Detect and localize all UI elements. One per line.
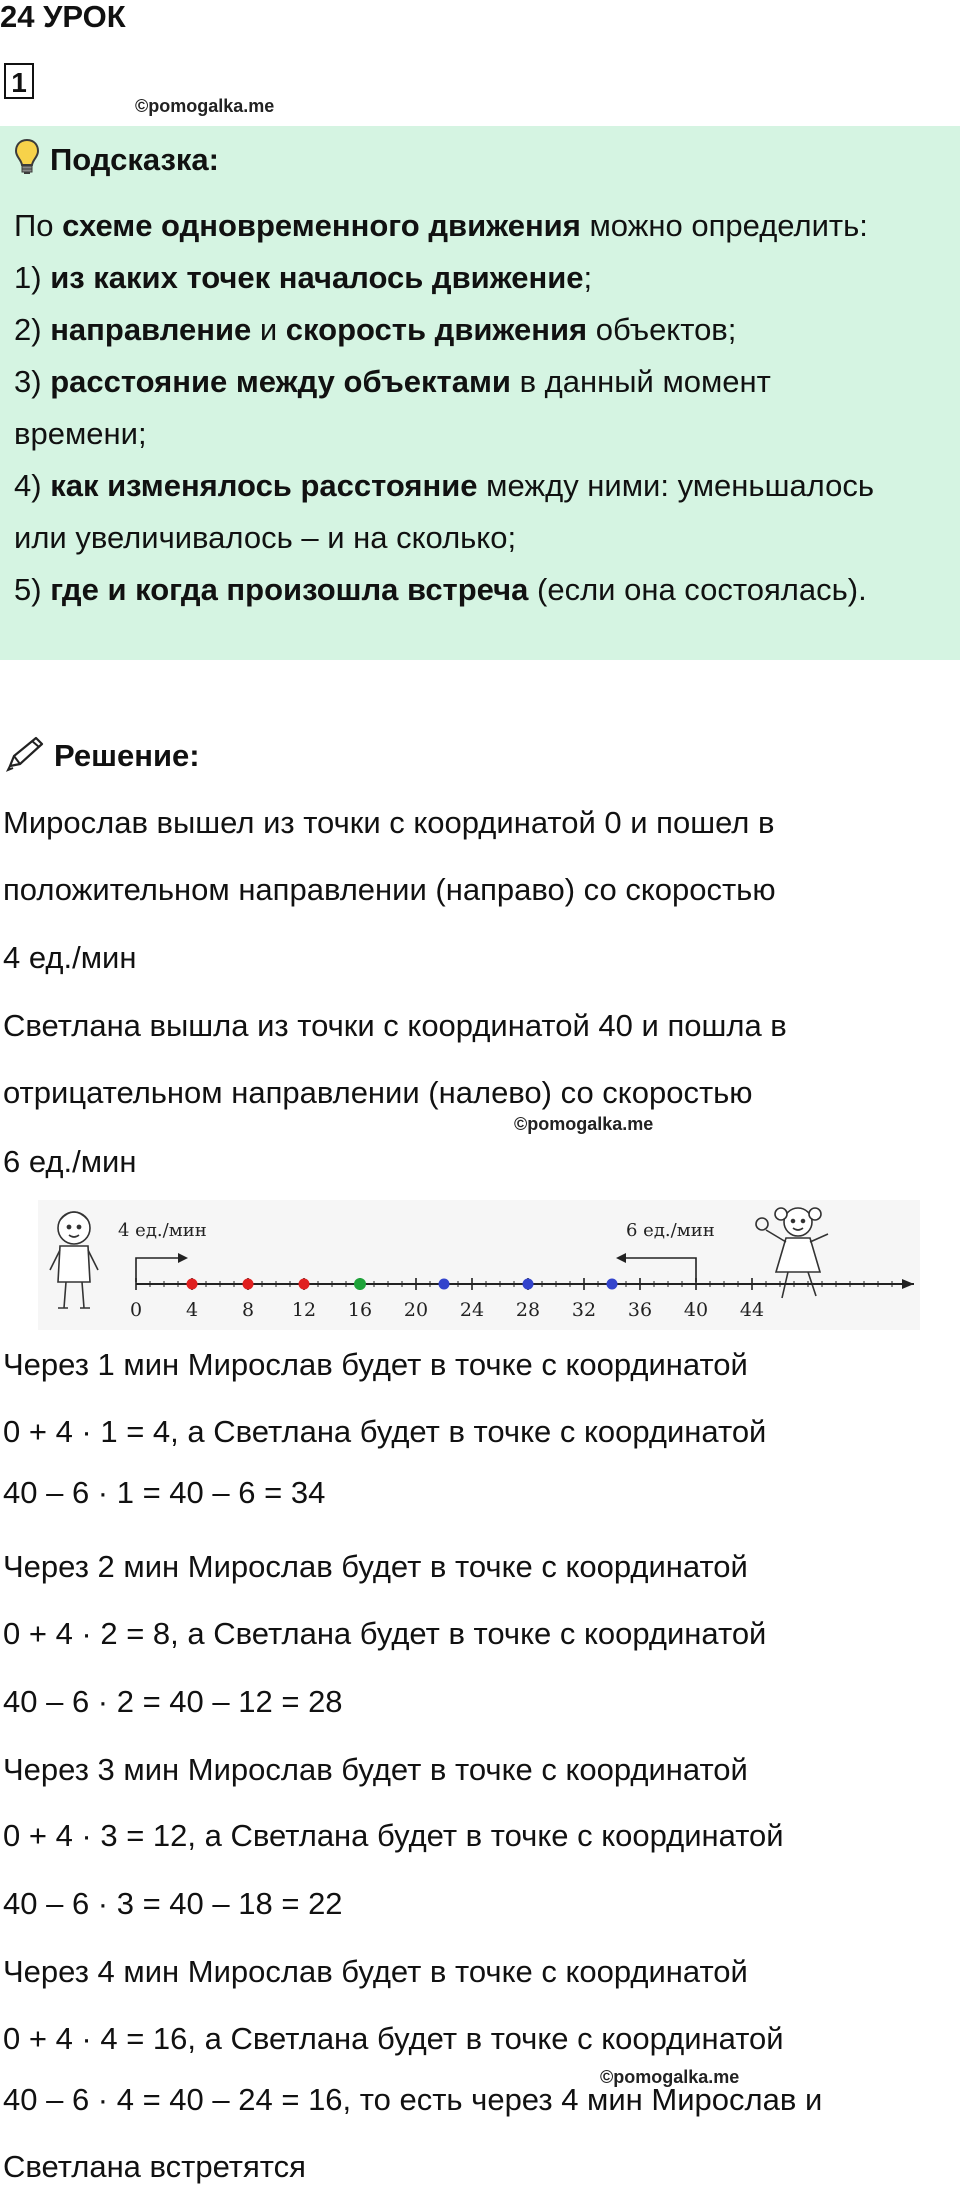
axis-tick-label: 44 bbox=[739, 1299, 765, 1321]
meeting-point bbox=[354, 1278, 366, 1290]
solution-step-line: 0 + 4 · 2 = 8, а Светлана будет в точке с координатой bbox=[3, 1616, 767, 1651]
solution-header bbox=[4, 734, 200, 777]
svetlana-position-point bbox=[607, 1279, 618, 1290]
svetlana-speed-label: 6 ед./мин bbox=[626, 1220, 715, 1241]
solution-step-line: Светлана встретятся bbox=[3, 2149, 306, 2184]
hint-text-run: 1) bbox=[14, 260, 51, 295]
hint-text bbox=[14, 200, 944, 616]
hint-line bbox=[14, 200, 944, 252]
hint-line bbox=[14, 512, 944, 564]
miroslav-position-point bbox=[299, 1279, 310, 1290]
solution-title: Решение: bbox=[54, 737, 200, 773]
axis-tick-label: 40 bbox=[683, 1299, 709, 1321]
axis-tick-label: 12 bbox=[291, 1299, 317, 1321]
solution-step-line: Через 2 мин Мирослав будет в точке с координатой bbox=[3, 1549, 748, 1584]
watermark: ©pomogalka.me bbox=[135, 96, 275, 116]
solution-step-line: Через 4 мин Мирослав будет в точке с координатой bbox=[3, 1954, 748, 1989]
miroslav-position-point bbox=[243, 1279, 254, 1290]
hint-bold-text: скорость движения bbox=[285, 312, 588, 347]
miroslav-speed-label: 4 ед./мин bbox=[118, 1220, 207, 1241]
hint-line bbox=[14, 356, 944, 408]
solution-intro-line: 4 ед./мин bbox=[3, 940, 137, 975]
hint-text-run: 4) bbox=[14, 468, 51, 503]
hint-title: Подсказка: bbox=[50, 141, 219, 177]
lesson-title: 24 УРОК bbox=[0, 0, 126, 34]
axis-tick-label: 24 bbox=[459, 1299, 485, 1321]
hint-bold-text: расстояние между объектами bbox=[50, 364, 511, 399]
solution-intro-line: Мирослав вышел из точки с координатой 0 и пошел в bbox=[3, 805, 775, 840]
lightbulb-icon bbox=[14, 138, 40, 181]
pencil-icon bbox=[4, 734, 46, 777]
hint-text-run: времени; bbox=[14, 416, 147, 451]
task-number: 1 bbox=[4, 63, 34, 99]
hint-bold-text: где и когда произошла встреча bbox=[50, 572, 529, 607]
solution-intro-line: отрицательном направлении (налево) со скоростью bbox=[3, 1075, 753, 1110]
hint-text-run: По bbox=[14, 208, 63, 243]
axis-tick-label: 0 bbox=[129, 1299, 143, 1321]
hint-text-run: между ними: уменьшалось bbox=[477, 468, 875, 503]
watermark: ©pomogalka.me bbox=[600, 2067, 740, 2087]
solution-step-line: 40 – 6 · 1 = 40 – 6 = 34 bbox=[3, 1475, 326, 1510]
hint-bold-text: из каких точек началось движение bbox=[50, 260, 584, 295]
solution-intro-line: Светлана вышла из точки с координатой 40 и пошла в bbox=[3, 1008, 787, 1043]
hint-text-run: 5) bbox=[14, 572, 51, 607]
hint-text-run: можно определить: bbox=[580, 208, 868, 243]
hint-bold-text: как изменялось расстояние bbox=[50, 468, 478, 503]
solution-step-line: 40 – 6 · 2 = 40 – 12 = 28 bbox=[3, 1684, 343, 1719]
axis-tick-label: 20 bbox=[403, 1299, 429, 1321]
watermark: ©pomogalka.me bbox=[514, 1114, 654, 1134]
axis-tick-label: 32 bbox=[571, 1299, 597, 1321]
hint-bold-text: схеме одновременного движения bbox=[62, 208, 581, 243]
solution-step-line: 40 – 6 · 3 = 40 – 18 = 22 bbox=[3, 1886, 343, 1921]
axis-tick-label: 8 bbox=[241, 1299, 255, 1321]
axis-tick-label: 36 bbox=[627, 1299, 653, 1321]
axis-tick-label: 4 bbox=[185, 1299, 199, 1321]
solution-step-line: 40 – 6 · 4 = 40 – 24 = 16, то есть через 4 мин Мирослав и bbox=[3, 2082, 823, 2117]
hint-bold-text: направление bbox=[50, 312, 252, 347]
solution-step-line: Через 3 мин Мирослав будет в точке с координатой bbox=[3, 1752, 748, 1787]
axis-tick-label: 16 bbox=[347, 1299, 373, 1321]
solution-step-line: 0 + 4 · 1 = 4, а Светлана будет в точке с координатой bbox=[3, 1414, 767, 1449]
hint-line bbox=[14, 252, 944, 304]
solution-step-line: 0 + 4 · 3 = 12, а Светлана будет в точке с координатой bbox=[3, 1818, 784, 1853]
svetlana-position-point bbox=[523, 1279, 534, 1290]
hint-header bbox=[14, 138, 219, 181]
hint-text-run: в данный момент bbox=[510, 364, 771, 399]
hint-line bbox=[14, 564, 944, 616]
hint-line bbox=[14, 304, 944, 356]
hint-text-run: 2) bbox=[14, 312, 51, 347]
hint-text-run: (если она состоялась). bbox=[528, 572, 867, 607]
hint-text-run: ; bbox=[583, 260, 593, 295]
solution-step-line: Через 1 мин Мирослав будет в точке с координатой bbox=[3, 1347, 748, 1382]
solution-intro-line: 6 ед./мин bbox=[3, 1144, 137, 1179]
solution-step-line: 0 + 4 · 4 = 16, а Светлана будет в точке с координатой bbox=[3, 2021, 784, 2056]
hint-text-run: объектов; bbox=[587, 312, 737, 347]
miroslav-position-point bbox=[187, 1279, 198, 1290]
hint-text-run: и bbox=[251, 312, 286, 347]
hint-line bbox=[14, 408, 944, 460]
hint-text-run: 3) bbox=[14, 364, 51, 399]
axis-tick-label: 28 bbox=[515, 1299, 541, 1321]
number-line-illustration bbox=[38, 1200, 920, 1330]
hint-line bbox=[14, 460, 944, 512]
svetlana-position-point bbox=[439, 1279, 450, 1290]
hint-text-run: или увеличивалось – и на сколько; bbox=[14, 520, 517, 555]
solution-intro-line: положительном направлении (направо) со скоростью bbox=[3, 872, 776, 907]
